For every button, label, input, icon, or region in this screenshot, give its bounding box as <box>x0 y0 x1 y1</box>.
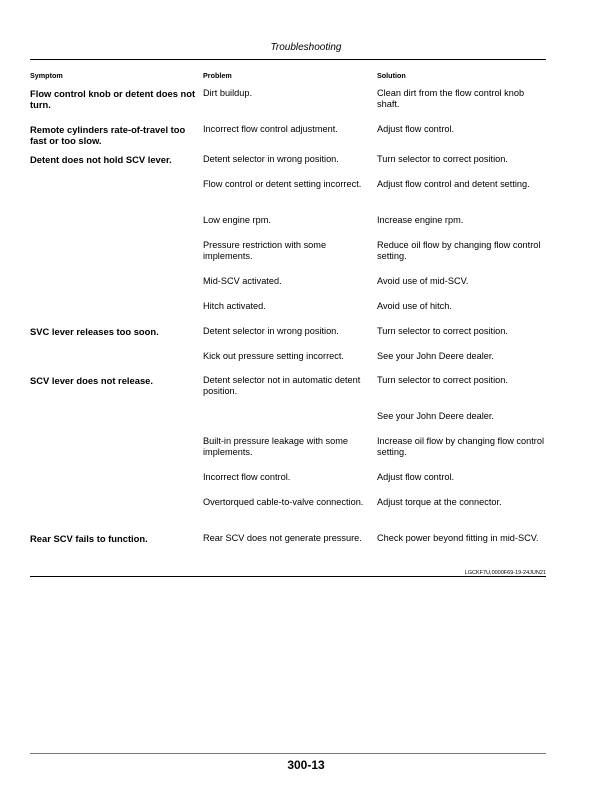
solution-cell: See your John Deere dealer. <box>377 411 494 421</box>
page-number: 300-13 <box>287 758 325 772</box>
problem-cell: Mid-SCV activated. <box>203 276 282 286</box>
solution-cell: Check power beyond fitting in mid-SCV. <box>377 533 539 543</box>
symptom-cell: Flow control knob or detent does not turn. <box>30 88 196 110</box>
problem-cell: Incorrect flow control adjustment. <box>203 124 338 134</box>
symptom-cell: SVC lever releases too soon. <box>30 326 159 337</box>
solution-cell: Adjust flow control and detent setting. <box>377 179 530 189</box>
symptom-cell: Remote cylinders rate-of-travel too fast or too slow. <box>30 124 186 146</box>
solution-cell: Avoid use of hitch. <box>377 301 452 311</box>
problem-cell: Detent selector in wrong position. <box>203 154 339 164</box>
column-header-problem: Problem <box>203 71 232 80</box>
symptom-cell: SCV lever does not release. <box>30 375 153 386</box>
solution-cell: Reduce oil flow by changing flow control setting. <box>377 240 541 261</box>
solution-cell: Adjust flow control. <box>377 124 455 134</box>
symptom-cell: Rear SCV fails to function. <box>30 533 148 544</box>
problem-cell: Detent selector not in automatic detent position. <box>203 375 361 396</box>
problem-cell: Pressure restriction with some implements. <box>203 240 327 261</box>
table-end-rule <box>30 576 546 577</box>
solution-cell: See your John Deere dealer. <box>377 351 494 361</box>
solution-cell: Clean dirt from the flow control knob shaft. <box>377 88 525 109</box>
solution-cell: Turn selector to correct position. <box>377 375 508 385</box>
column-header-solution: Solution <box>377 71 406 80</box>
column-header-symptom: Symptom <box>30 71 63 80</box>
problem-cell: Rear SCV does not generate pressure. <box>203 533 362 543</box>
footer-rule <box>30 753 546 754</box>
symptom-cell: Detent does not hold SCV lever. <box>30 154 172 165</box>
problem-cell: Overtorqued cable-to-valve connection. <box>203 497 364 507</box>
solution-cell: Increase oil flow by changing flow control setting. <box>377 436 544 457</box>
problem-cell: Low engine rpm. <box>203 215 271 225</box>
solution-cell: Increase engine rpm. <box>377 215 464 225</box>
problem-cell: Flow control or detent setting incorrect. <box>203 179 362 189</box>
solution-cell: Avoid use of mid-SCV. <box>377 276 469 286</box>
problem-cell: Kick out pressure setting incorrect. <box>203 351 344 361</box>
header-rule <box>30 59 546 60</box>
problem-cell: Detent selector in wrong position. <box>203 326 339 336</box>
problem-cell: Incorrect flow control. <box>203 472 291 482</box>
solution-cell: Turn selector to correct position. <box>377 154 508 164</box>
problem-cell: Dirt buildup. <box>203 88 253 98</box>
solution-cell: Adjust flow control. <box>377 472 455 482</box>
page-header-title: Troubleshooting <box>270 42 342 53</box>
solution-cell: Turn selector to correct position. <box>377 326 508 336</box>
problem-cell: Built-in pressure leakage with some implements. <box>203 436 349 457</box>
solution-cell: Adjust torque at the connector. <box>377 497 502 507</box>
problem-cell: Hitch activated. <box>203 301 266 311</box>
reference-code: LGCKF7U,0000F69-19-24JUN21 <box>464 570 546 576</box>
